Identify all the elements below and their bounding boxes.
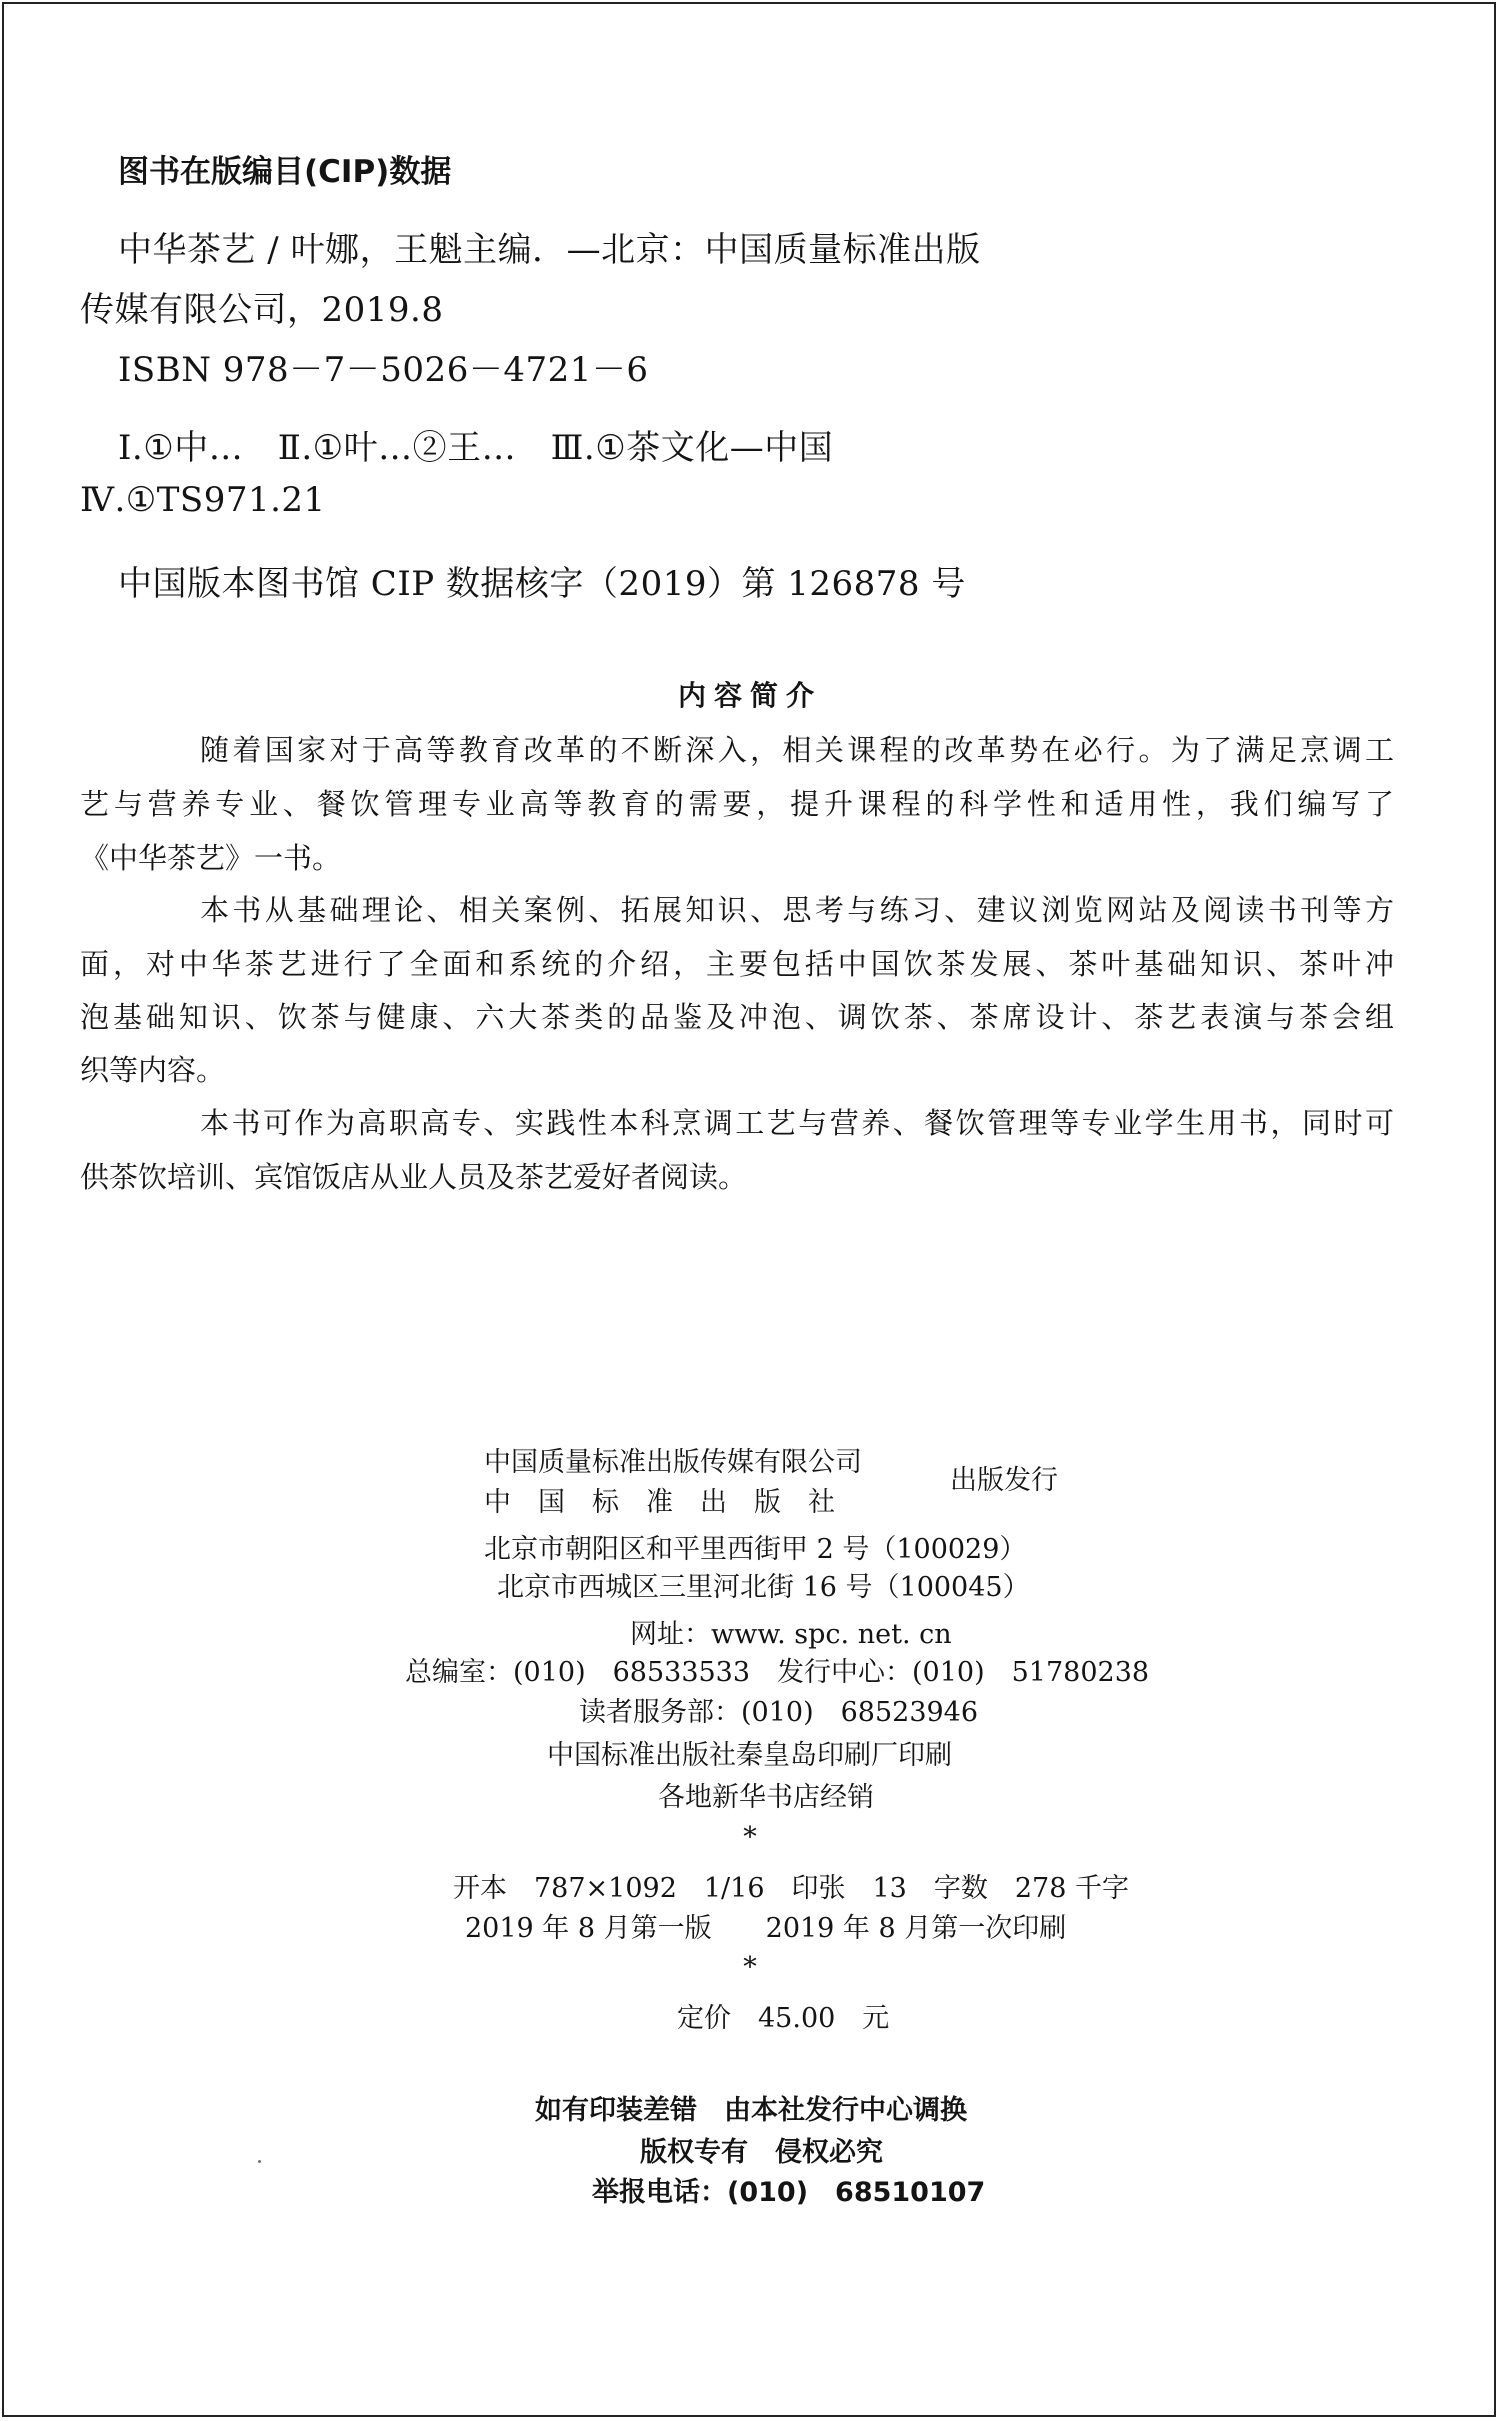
cip-heading: 图书在版编目(CIP)数据 <box>118 154 452 190</box>
cip-publisher-line: 传媒有限公司，2019.8 <box>80 290 444 330</box>
cip-title-line: 中华茶艺 / 叶娜，王魁主编．—北京：中国质量标准出版 <box>118 230 981 270</box>
summary-p3-line1: 本书可作为高职高专、实践性本科烹调工艺与营养、餐饮管理等专业学生用书，同时可 <box>200 1106 1394 1140</box>
cip-isbn: ISBN 978－7－5026－4721－6 <box>118 350 649 390</box>
cip-classification-2: Ⅳ.①TS971.21 <box>80 480 326 520</box>
format-info: 开本 787×1092 1/16 印张 13 字数 278 千字 <box>453 1873 1129 1904</box>
publisher-name-alt: 中 国 标 准 出 版 社 <box>484 1487 835 1518</box>
summary-p1-line3: 《中华茶艺》一书。 <box>80 841 342 875</box>
separator-star-1: * <box>743 1822 757 1853</box>
summary-p3-line2: 供茶饮培训、宾馆饭店从业人员及茶艺爱好者阅读。 <box>80 1160 748 1194</box>
speck <box>258 2160 261 2163</box>
summary-p1-line1: 随着国家对于高等教育改革的不断深入，相关课程的改革势在必行。为了满足烹调工 <box>200 733 1394 767</box>
publisher-phones: 总编室：(010) 68533533 发行中心：(010) 51780238 <box>405 1657 1150 1688</box>
defect-notice: 如有印装差错 由本社发行中心调换 <box>535 2095 967 2126</box>
price-info: 定价 45.00 元 <box>677 2003 890 2034</box>
publisher-address-2: 北京市西城区三里河北街 16 号（100045） <box>497 1572 1030 1603</box>
summary-p2-line3: 泡基础知识、饮茶与健康、六大茶类的品鉴及冲泡、调饮茶、茶席设计、茶艺表演与茶会组 <box>80 1000 1394 1034</box>
summary-title: 内容简介 <box>677 679 822 712</box>
summary-p1-line2: 艺与营养专业、餐饮管理专业高等教育的需要，提升课程的科学性和适用性，我们编写了 <box>80 787 1394 821</box>
reader-service-phone: 读者服务部：(010) 68523946 <box>579 1697 979 1728</box>
copyright-notice: 版权专有 侵权必究 <box>640 2137 883 2168</box>
publisher-address-1: 北京市朝阳区和平里西街甲 2 号（100029） <box>484 1534 1027 1565</box>
distributor-info: 各地新华书店经销 <box>658 1782 874 1813</box>
publisher-role: 出版发行 <box>950 1465 1058 1496</box>
edition-info: 2019 年 8 月第一版 2019 年 8 月第一次印刷 <box>465 1913 1067 1944</box>
publisher-name: 中国质量标准出版传媒有限公司 <box>484 1447 862 1478</box>
summary-p2-line1: 本书从基础理论、相关案例、拓展知识、思考与练习、建议浏览网站及阅读书刊等方 <box>200 893 1394 927</box>
separator-star-2: * <box>743 1952 757 1983</box>
publisher-website: 网址：www. spc. net. cn <box>630 1619 952 1650</box>
cip-classification-1: Ⅰ.①中… Ⅱ.①叶…②王… Ⅲ.①茶文化—中国 <box>118 428 834 468</box>
summary-p2-line4: 织等内容。 <box>80 1053 226 1087</box>
cip-record-number: 中国版本图书馆 CIP 数据核字（2019）第 126878 号 <box>118 564 966 604</box>
printer-info: 中国标准出版社秦皇岛印刷厂印刷 <box>547 1740 952 1771</box>
summary-p2-line2: 面，对中华茶艺进行了全面和系统的介绍，主要包括中国饮茶发展、茶叶基础知识、茶叶冲 <box>80 947 1394 981</box>
report-phone: 举报电话：(010) 68510107 <box>592 2177 986 2208</box>
